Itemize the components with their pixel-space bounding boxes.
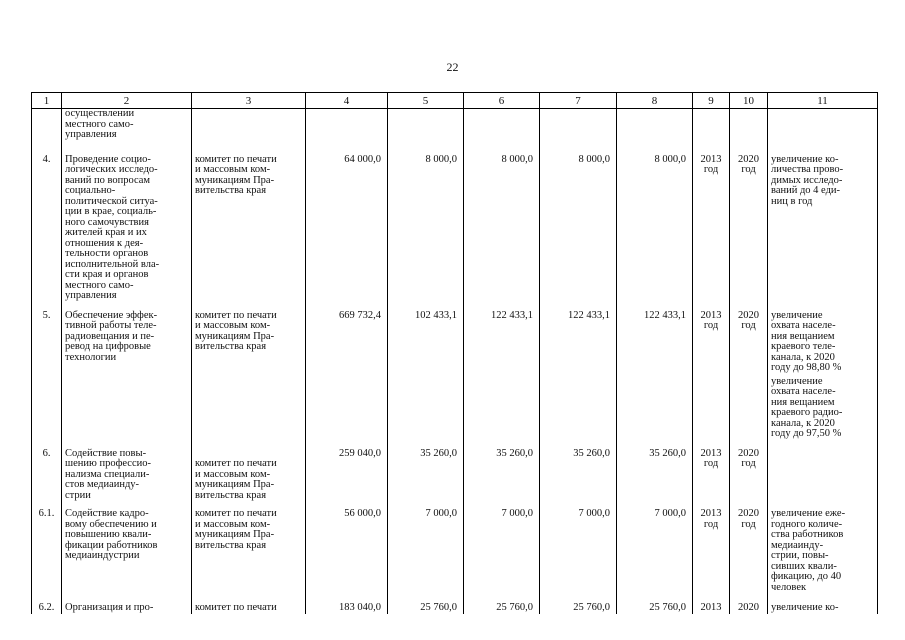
- expected-result: [768, 109, 878, 141]
- end-year: 2020 год: [730, 302, 768, 440]
- funding-y2: 25 760,0: [464, 593, 540, 614]
- expected-result: [768, 440, 878, 502]
- result-text: увеличение охвата населе- ния вещанием краевого теле- канала, к 2020 году до 98,80 %: [771, 309, 842, 373]
- row-number: 6.2.: [32, 593, 62, 614]
- activity-name: Обеспечение эффек- тивной работы теле- радиовещания и пе- ревод на цифровые технологии: [62, 302, 192, 440]
- funding-y4: 35 260,0: [617, 440, 693, 502]
- table-body: [32, 109, 878, 614]
- row-number: [32, 109, 62, 141]
- funding-y4: 7 000,0: [617, 501, 693, 593]
- funding-y3: 7 000,0: [540, 501, 617, 593]
- row-number: 4.: [32, 141, 62, 302]
- column-header-6: 6: [464, 93, 540, 109]
- end-year: [730, 109, 768, 141]
- activity-name: осуществлении местного само- управления: [62, 109, 192, 141]
- expected-result: [768, 141, 878, 302]
- table-row: [32, 440, 878, 502]
- start-year: 2013 год: [693, 440, 730, 502]
- end-year: 2020 год: [730, 501, 768, 593]
- funding-y1: 25 760,0: [388, 593, 464, 614]
- funding-y2: 8 000,0: [464, 141, 540, 302]
- executor: комитет по печати и массовым ком- муникациям Пра- вительства края: [192, 141, 306, 302]
- executor: [192, 109, 306, 141]
- funding-y1: 35 260,0: [388, 440, 464, 502]
- column-header-1: 1: [32, 93, 62, 109]
- row-number: 6.1.: [32, 501, 62, 593]
- column-header-5: 5: [388, 93, 464, 109]
- total-funding: [306, 109, 388, 141]
- executor: комитет по печати и массовым ком- муникациям Пра- вительства края: [192, 501, 306, 593]
- executor: комитет по печати и массовым ком- муникациям Пра- вительства края: [192, 302, 306, 440]
- total-funding: 669 732,4: [306, 302, 388, 440]
- start-year: 2013 год: [693, 141, 730, 302]
- table-row: [32, 141, 878, 302]
- funding-y3: 122 433,1: [540, 302, 617, 440]
- funding-y2: [464, 109, 540, 141]
- funding-y1: 8 000,0: [388, 141, 464, 302]
- program-table: [31, 92, 878, 614]
- start-year: 2013 год: [693, 302, 730, 440]
- header-row: [32, 93, 878, 109]
- result-text: увеличение еже- годного количе- ства работников медиаинду- стрии, повы- сивших квали- фикацию, до 40 человек: [771, 508, 846, 593]
- row-number: 5.: [32, 302, 62, 440]
- end-year: 2020 год: [730, 440, 768, 502]
- expected-result: [768, 593, 878, 614]
- funding-y1: 102 433,1: [388, 302, 464, 440]
- funding-y1: 7 000,0: [388, 501, 464, 593]
- funding-y2: 7 000,0: [464, 501, 540, 593]
- funding-y4: 8 000,0: [617, 141, 693, 302]
- funding-y4: [617, 109, 693, 141]
- funding-y3: 25 760,0: [540, 593, 617, 614]
- end-year: 2020: [730, 593, 768, 614]
- start-year: [693, 109, 730, 141]
- column-header-10: 10: [730, 93, 768, 109]
- funding-y2: 35 260,0: [464, 440, 540, 502]
- activity-name: Содействие кадро- вому обеспечению и повышению квали- фикации работников медиаиндустрии: [62, 501, 192, 593]
- total-funding: 183 040,0: [306, 593, 388, 614]
- column-header-7: 7: [540, 93, 617, 109]
- start-year: 2013 год: [693, 501, 730, 593]
- executor: комитет по печати: [192, 593, 306, 614]
- funding-y1: [388, 109, 464, 141]
- expected-result: [768, 302, 878, 440]
- funding-y4: 25 760,0: [617, 593, 693, 614]
- column-header-9: 9: [693, 93, 730, 109]
- table-row: [32, 593, 878, 614]
- end-year: 2020 год: [730, 141, 768, 302]
- table-row: [32, 109, 878, 141]
- result-text: увеличение охвата населе- ния вещанием краевого радио- канала, к 2020 году до 97,50 %: [771, 375, 843, 439]
- activity-name: Содействие повы- шению профессио- нализма специали- стов медиаинду- стрии: [62, 440, 192, 502]
- start-year: 2013: [693, 593, 730, 614]
- column-header-8: 8: [617, 93, 693, 109]
- total-funding: 64 000,0: [306, 141, 388, 302]
- result-text: увеличение ко-: [771, 602, 839, 613]
- column-header-2: 2: [62, 93, 192, 109]
- row-number: 6.: [32, 440, 62, 502]
- executor: комитет по печати и массовым ком- муникациям Пра- вительства края: [192, 440, 306, 502]
- funding-y2: 122 433,1: [464, 302, 540, 440]
- funding-y3: [540, 109, 617, 141]
- total-funding: 259 040,0: [306, 440, 388, 502]
- column-header-4: 4: [306, 93, 388, 109]
- activity-name: Проведение социо- логических исследо- ваний по вопросам социально- политической ситуа- ции в крае, социаль- ного самочувствия жителей края и их отношения к дея- тельности органов исполнительной вла- сти края и органов местного само- управления: [62, 141, 192, 302]
- funding-y3: 8 000,0: [540, 141, 617, 302]
- column-header-11: 11: [768, 93, 878, 109]
- page-number: 22: [446, 60, 459, 74]
- funding-y4: 122 433,1: [617, 302, 693, 440]
- total-funding: 56 000,0: [306, 501, 388, 593]
- expected-result: [768, 501, 878, 593]
- column-header-3: 3: [192, 93, 306, 109]
- result-text: увеличение ко- личества прово- димых исследо- ваний до 4 еди- ниц в год: [771, 153, 844, 207]
- funding-y3: 35 260,0: [540, 440, 617, 502]
- activity-name: Организация и про-: [62, 593, 192, 614]
- table-row: [32, 302, 878, 440]
- table-row: [32, 501, 878, 593]
